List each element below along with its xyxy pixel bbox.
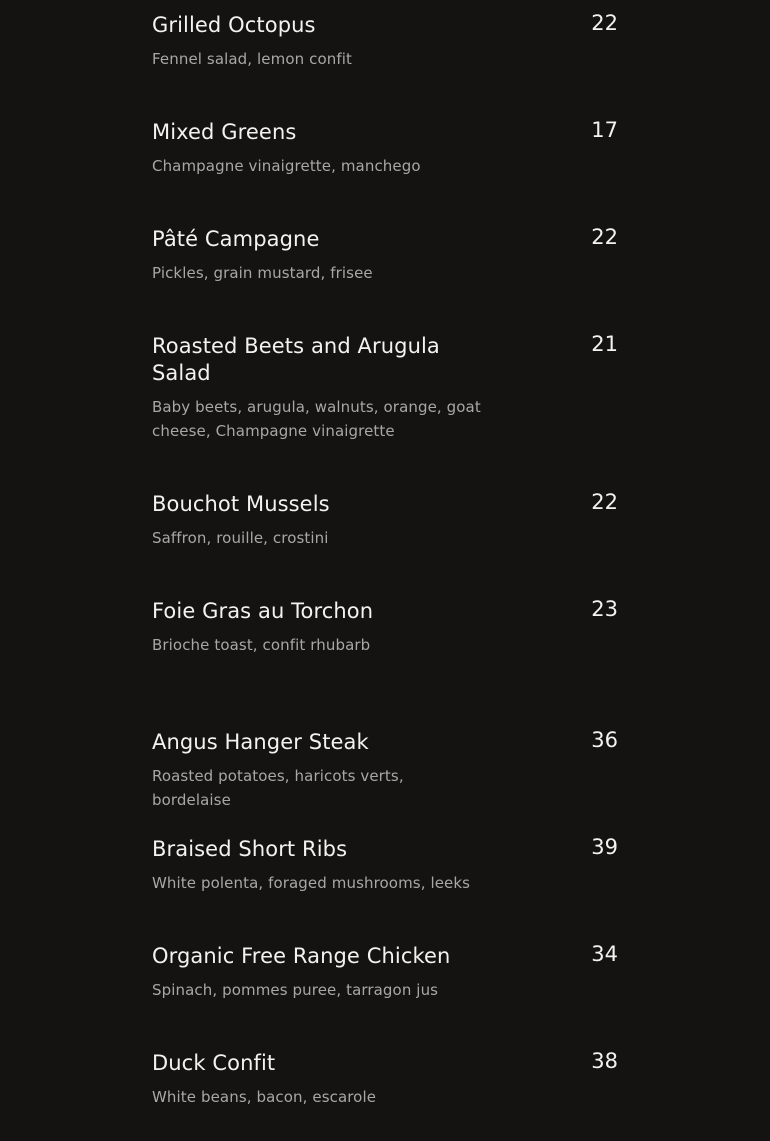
- menu-item-price: 21: [591, 332, 618, 356]
- menu-item-description: Brioche toast, confit rhubarb: [152, 636, 371, 654]
- menu-item-price: 17: [591, 118, 618, 142]
- menu-item-price: 34: [591, 942, 618, 966]
- menu-item-description: White polenta, foraged mushrooms, leeks: [152, 874, 471, 892]
- menu-item-description: Saffron, rouille, crostini: [152, 529, 329, 547]
- menu-item-price: 23: [591, 597, 618, 621]
- menu-item-price: 22: [591, 490, 618, 514]
- menu-item-name: Braised Short Ribs: [152, 837, 348, 861]
- menu-item-description: Champagne vinaigrette, manchego: [152, 157, 421, 175]
- menu-item-description: Roasted potatoes, haricots verts, bordelaise: [152, 767, 404, 809]
- menu-item-description: White beans, bacon, escarole: [152, 1088, 377, 1106]
- menu-item-price: 22: [591, 225, 618, 249]
- menu-item-description: Baby beets, arugula, walnuts, orange, goat cheese, Champagne vinaigrette: [152, 398, 481, 440]
- menu-item-name: Grilled Octopus: [152, 13, 316, 37]
- menu-item-name: Bouchot Mussels: [152, 492, 330, 516]
- menu-item-description: Pickles, grain mustard, frisee: [152, 264, 373, 282]
- menu-item-price: 22: [591, 11, 618, 35]
- menu-item-description: Fennel salad, lemon confit: [152, 50, 352, 68]
- menu-item-name: Organic Free Range Chicken: [152, 944, 451, 968]
- menu-item-name: Roasted Beets and Arugula Salad: [152, 334, 440, 385]
- menu-item-price: 39: [591, 835, 618, 859]
- menu-item-name: Foie Gras au Torchon: [152, 599, 374, 623]
- menu-item-name: Angus Hanger Steak: [152, 730, 369, 754]
- menu-item-description: Spinach, pommes puree, tarragon jus: [152, 981, 439, 999]
- menu-item-price: 36: [591, 728, 618, 752]
- menu-item-price: 38: [591, 1049, 618, 1073]
- menu-item-name: Pâté Campagne: [152, 227, 320, 251]
- menu-item-name: Mixed Greens: [152, 120, 297, 144]
- menu-item-name: Duck Confit: [152, 1051, 276, 1075]
